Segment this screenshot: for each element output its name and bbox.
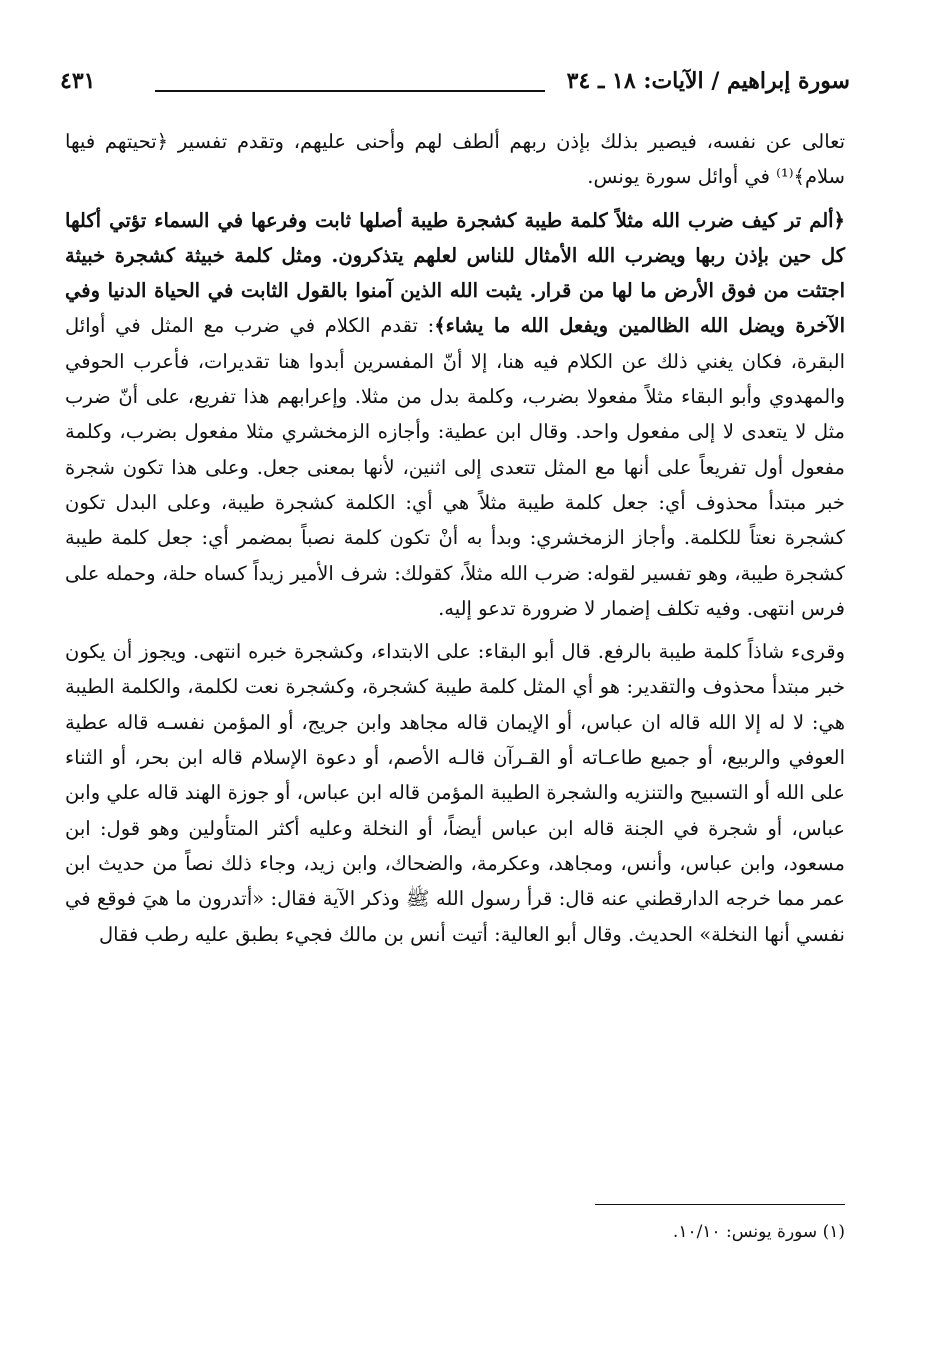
footnote-rule	[595, 1204, 845, 1205]
quran-verse: ﴿ألم تر كيف ضرب الله مثلاً كلمة طيبة كشجرة طيبة أصلها ثابت وفرعها في السماء تؤتي أكلها كل حين بإذن ربها ويضرب الله الأمثال للناس لعلهم يتذكرون. ومثل كلمة خبيثة كشجرة خبيثة اجتثت من فوق الأرض ما لها من قرار. يثبت الله الذين آمنوا بالقول الثابت في الحياة الدنيا وفي الآخرة ويضل الله الظالمين ويفعل الله ما يشاء﴾	[65, 208, 845, 338]
header-title: سورة إبراهيم / الآيات: ١٨ ـ ٣٤	[566, 68, 850, 94]
page-number: ٤٣١	[60, 68, 96, 94]
running-header	[60, 66, 850, 110]
paragraph-2	[65, 203, 845, 627]
paragraph-3: وقرىء شاذاً كلمة طيبة بالرفع. قال أبو البقاء: على الابتداء، وكشجرة خبره انتهى. ويجوز أن يكون خبر مبتدأ محذوف والتقدير: هو أي المثل كلمة طيبة كشجرة، وكشجرة نعت لكلمة، والكلمة الطيبة هي: لا له إلا الله قاله ان عباس، أو الإيمان قاله مجاهد وابن جريج، أو المؤمن نفسـه قاله عطية العوفي والربيع، أو جميع طاعـاته أو القـرآن قالـه الأصم، أو دعوة الإسلام قاله ابن بحر، أو الثناء على الله أو التسبيح والتنزيه والشجرة الطيبة المؤمن قاله ابن عباس، أو جوزة الهند قاله علي وابن عباس، أو شجرة في الجنة قاله ابن عباس أيضاً، أو النخلة وعليه أكثر المتأولين وهو قول: ابن مسعود، وابن عباس، وأنس، ومجاهد، وعكرمة، والضحاك، وابن زيد، وجاء ذلك نصاً من حديث ابن عمر مما خرجه الدارقطني عنه قال: قرأ رسول الله ﷺ وذكر الآية فقال: «أتدرون ما هيَ فوقع في نفسي أنها النخلة» الحديث. وقال أبو العالية: أتيت أنس بن مالك فجيء بطبق عليه رطب فقال	[65, 640, 845, 946]
paragraph-2-commentary: : تقدم الكلام في ضرب مع المثل في أوائل البقرة، فكان يغني ذلك عن الكلام فيه هنا، إلا أنّ المفسرين أبدوا هنا تقديرات، فأعرب الحوفي والمهدوي وأبو البقاء مثلاً مفعولا بضرب، وكلمة بدل من مثلا. وإعرابهم هذا تفريع، على أنّ ضرب مثل لا يتعدى لا إلى مفعول واحد. وقال ابن عطية: وأجازه الزمخشري مثلا مفعول بضرب، وكلمة مفعول أول تفريعاً على أنها مع المثل تتعدى إلى اثنين، لأنها بمعنى جعل. وعلى هذا تكون شجرة خبر مبتدأ محذوف أي: جعل كلمة طيبة مثلاً هي أي: الكلمة كشجرة طيبة، وعلى البدل تكون كشجرة نعتاً للكلمة. وأجاز الزمخشري: وبدأ به أنْ تكون كلمة نصباً بمضمر أي: جعل كلمة طيبة كشجرة طيبة، وهو تفسير لقوله: ضرب الله مثلاً، كقولك: شرف الأمير زيداً كساه حلة، وحمله على فرس انتهى. وفيه تكلف إضمار لا ضرورة تدعو إليه.	[65, 314, 845, 620]
footnote: (١) سورة يونس: ١٠/١٠.	[672, 1222, 845, 1242]
header-rule	[155, 90, 545, 92]
paragraph-1: تعالى عن نفسه، فيصير بذلك بإذن ربهم ألطف لهم وأحنى عليهم، وتقدم تفسير ﴿تحيتهم فيها سلام﴾⁽¹⁾ في أوائل سورة يونس.	[65, 130, 845, 189]
body-text	[65, 124, 845, 952]
